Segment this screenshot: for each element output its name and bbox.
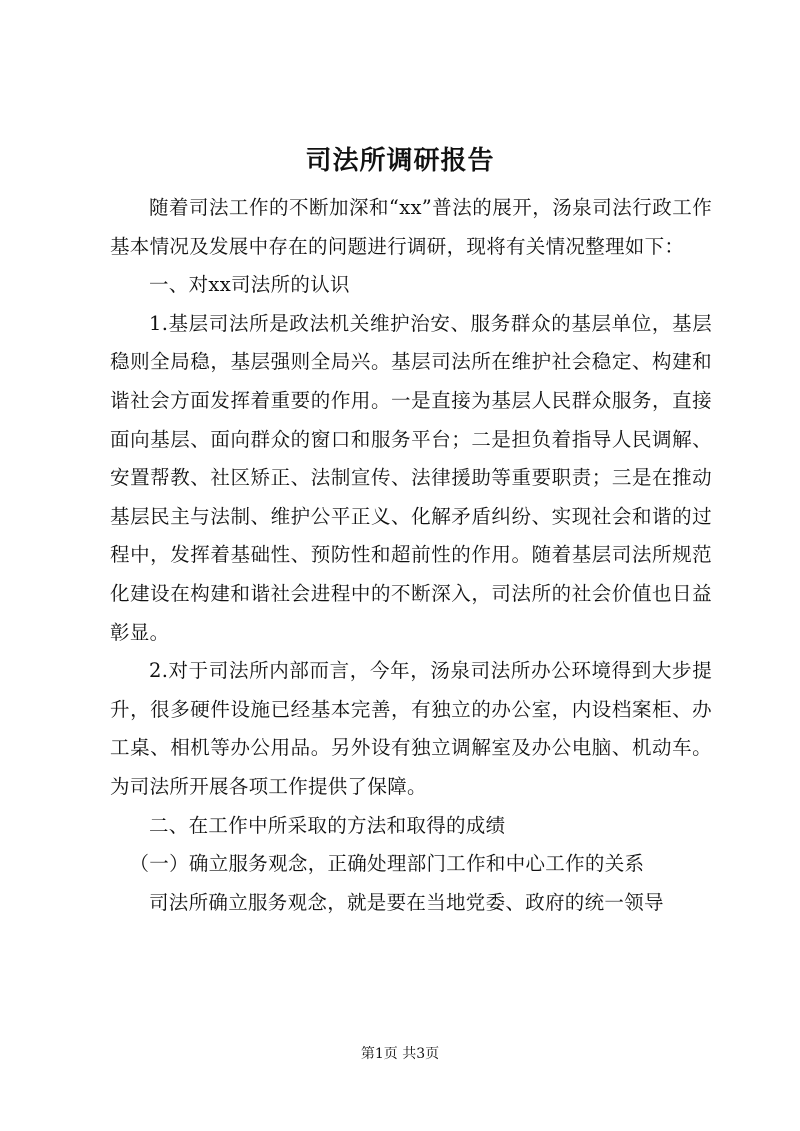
document-body	[110, 189, 712, 922]
paragraph-point-1: 1.基层司法所是政法机关维护治安、服务群众的基层单位，基层稳则全局稳，基层强则全局兴。基层司法所在维护社会稳定、构建和谐社会方面发挥着重要的作用。一是直接为基层人民群众服务，直接面向基层、面向群众的窗口和服务平台；二是担负着指导人民调解、安置帮教、社区矫正、法制宣传、法律援助等重要职责；三是在推动基层民主与法制、维护公平正义、化解矛盾纠纷、实现社会和谐的过程中，发挥着基础性、预防性和超前性的作用。随着基层司法所规范化建设在构建和谐社会进程中的不断深入，司法所的社会价值也日益彰显。	[110, 311, 712, 644]
page-footer: 第1页 共3页	[360, 1046, 440, 1062]
paragraph-point-2: 2.对于司法所内部而言，今年，汤泉司法所办公环境得到大步提升，很多硬件设施已经基本完善，有独立的办公室，内设档案柜、办工桌、相机等办公用品。另外设有独立调解室及办公电脑、机动车。为司法所开展各项工作提供了保障。	[110, 659, 712, 798]
paragraph-subsection-1: 司法所确立服务观念，就是要在当地党委、政府的统一领导	[149, 890, 664, 914]
subsection-heading-1: （一）确立服务观念，正确处理部门工作和中心工作的关系	[129, 852, 645, 876]
paragraph-intro: 随着司法工作的不断加深和“xx”普法的展开，汤泉司法行政工作基本情况及发展中存在的问题进行调研，现将有关情况整理如下：	[110, 196, 712, 258]
section-heading-2: 二、在工作中所采取的方法和取得的成绩	[149, 813, 506, 837]
document-title: 司法所调研报告	[305, 146, 495, 176]
section-heading-1: 一、对xx司法所的认识	[149, 273, 350, 297]
